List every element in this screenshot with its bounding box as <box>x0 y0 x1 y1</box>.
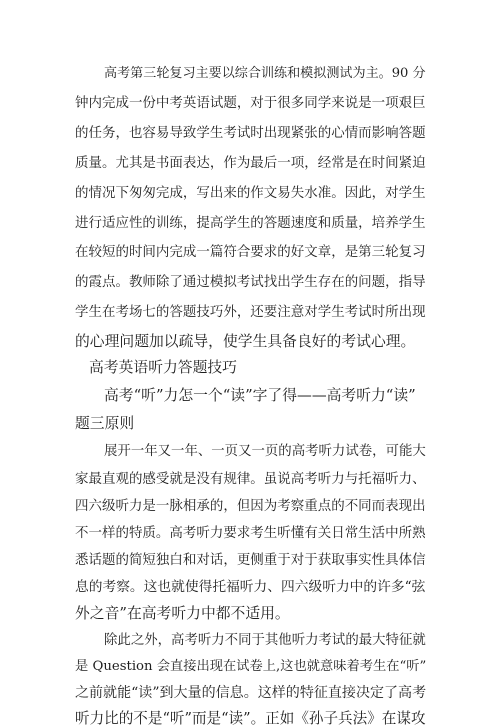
p2-line-2: 家最直观的感受就是没有规律。虽说高考听力与托福听力、 <box>75 471 426 487</box>
p3-line-2: 是 Question 会直接出现在试卷上,这也就意味着考生在“听” <box>75 659 427 674</box>
heading-2-line-2: 题三原则 <box>75 415 135 432</box>
heading-2-line-1: 高考“听”力怎一个“读”字了得——高考听力“读” <box>104 387 416 404</box>
subheading: 高考英语听力答题技巧 <box>89 359 237 376</box>
p1-line-6: 进行适应性的训练，提高学生的答题速度和质量，培养学生 <box>75 215 426 231</box>
p1-line-7: 在较短的时间内完成一篇符合要求的好文章，是第三轮复习 <box>75 244 426 260</box>
p1-line-2: 钟内完成一份中考英语试题，对于很多同学来说是一项艰巨 <box>75 95 426 111</box>
p1-line-9: 学生在考场七的答题技巧外，还要注意对学生考试时所出现 <box>75 304 426 320</box>
p1-line-4: 质量。尤其是书面表达，作为最后一项，经常是在时间紧迫 <box>75 155 426 171</box>
p1-line-3: 的任务，也容易导致学生考试时出现紧张的心情而影响答题 <box>75 125 426 141</box>
p3-line-4: 听力比的不是“听”而是“读”。正如《孙子兵法》在谋攻 <box>75 710 426 727</box>
p2-line-4: 不一样的特质。高考听力要求考生听懂有关日常生活中所熟 <box>75 525 426 541</box>
p3-line-3: 之前就能“读”到大量的信息。这样的特征直接决定了高考 <box>75 685 427 701</box>
p2-line-6: 息的考察。这也就使得托福听力、四六级听力中的许多“弦 <box>75 579 426 595</box>
p3-line-1: 除此之外，高考听力不同于其他听力考试的最大特征就 <box>104 633 426 648</box>
p1-line-10: 的心理问题加以疏导，使学生具备良好的考试心理。 <box>75 333 416 350</box>
p2-line-5: 悉话题的简短独白和对话，更侧重于对于获取事实性具体信 <box>75 552 426 568</box>
p2-line-1: 展开一年又一年、一页又一页的高考听力试卷，可能大 <box>104 444 426 459</box>
p2-line-7: 外之音”在高考听力中都不适用。 <box>75 605 290 622</box>
p1-line-5: 的情况下匆匆完成，写出来的作文易失水准。因此，对学生 <box>75 185 426 201</box>
p1-line-1: 高考第三轮复习主要以综合训练和模拟测试为主。90 分 <box>104 66 426 81</box>
p1-line-8: 的霞点。教师除了通过模拟考试找出学生存在的问题，指导 <box>75 274 426 290</box>
p2-line-3: 四六级听力是一脉相承的，但因为考察重点的不同而表现出 <box>75 498 426 514</box>
